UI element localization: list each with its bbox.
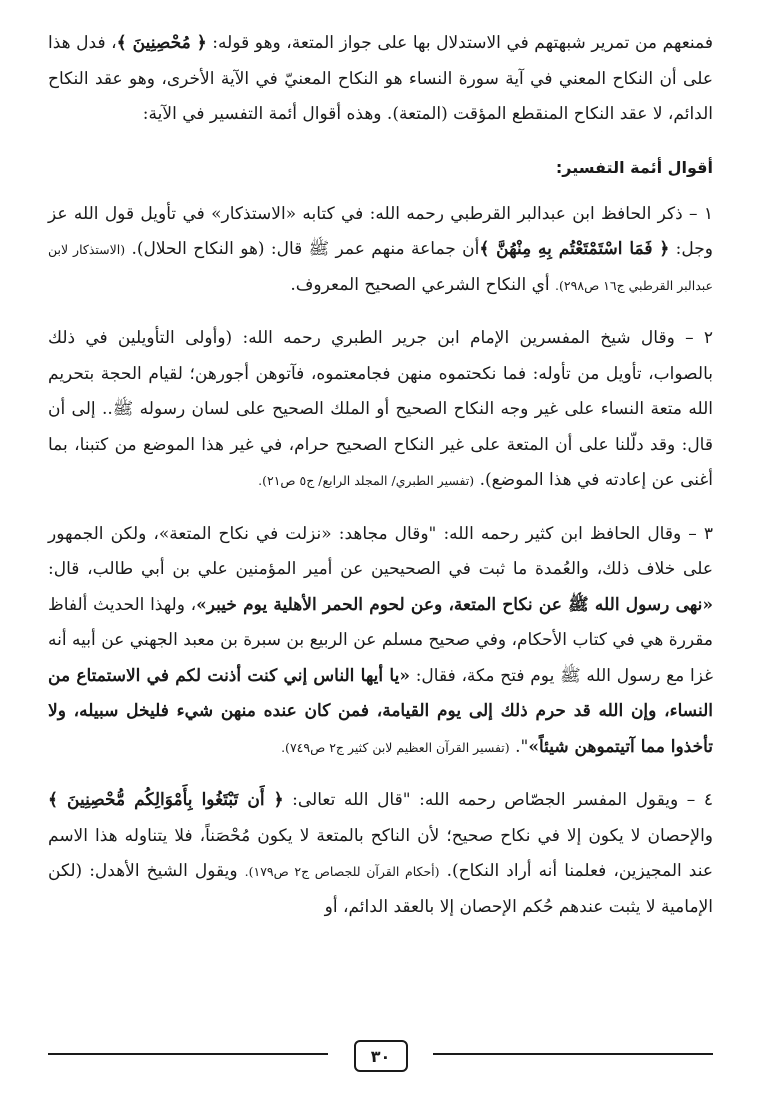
- item-4-text-1: ٤ – ويقول المفسر الجصّاص رحمه الله: "قال الله تعالى:: [283, 790, 713, 810]
- section-heading: أقوال أئمة التفسير:: [555, 157, 713, 177]
- item-2-text-1: ٢ – وقال شيخ المفسرين الإمام ابن جرير الطبري رحمه الله: (وأولى التأويلين في ذلك بالصواب، تأويل من تأوله: فما نكحتموه منهن فجامعتموه، فآتوهن أجورهن؛ لقيام الحجة بتحريم الله متعة النساء على غير وجه النكاح الصحيح أو الملك الصحيح على لسان رسوله ﷺ.. إلى أن قال: وقد دلّلنا على أن المتعة على غير النكاح الصحيح حرام، في غير هذا الموضع من كتبنا، بما أغنى عن إعادته في هذا الموضع).: [48, 328, 713, 490]
- intro-text-1: فمنعهم من تمرير شبهتهم في الاستدلال بها على جواز المتعة، وهو قوله:: [206, 33, 714, 53]
- item-1-text-1: ١ – ذكر الحافظ ابن عبدالبر القرطبي رحمه الله: في كتابه «الاستذكار» في تأويل قول الله عز وجل:: [48, 203, 713, 259]
- item-4-paragraph: [48, 783, 713, 925]
- item-1-text-2: أن جماعة منهم عمر ﷺ قال: (هو النكاح الحلال).: [125, 239, 480, 259]
- intro-paragraph: [48, 26, 713, 133]
- item-2-paragraph: [48, 321, 713, 499]
- footer-rule-left: [48, 1053, 328, 1055]
- item-4-text-2: والإحصان لا يكون إلا في نكاح صحيح؛ لأن الناكح بالمتعة لا يكون مُحْصَناً، فلا يتناوله هذا الاسم عند المجيزين، فعلمنا أنه أراد النكاح).: [48, 825, 713, 881]
- item-4-citation: (أحكام القرآن للجصاص ج٢ ص١٧٩).: [244, 864, 440, 879]
- item-3-text-3: ".: [509, 736, 529, 757]
- item-1-quran-quote: ﴿ فَمَا اسْتَمْتَعْتُم بِهِ مِنْهُنَّ ﴾: [479, 239, 670, 259]
- item-1-citation: (الاستذكار لابن عبدالبر القرطبي ج١٦ ص٢٩٨).: [48, 242, 713, 293]
- item-2-citation: (تفسير الطبري/ المجلد الرابع/ ج٥ ص٢١).: [258, 473, 475, 488]
- item-1-text-3: أي النكاح الشرعي الصحيح المعروف.: [290, 274, 556, 295]
- footer-rule-right: [433, 1053, 713, 1055]
- intro-quran-quote: ﴿ مُحْصِنِينَ ﴾: [116, 33, 207, 53]
- item-3-hadith-2: «يا أيها الناس إني كنت أذنت لكم في الاستمتاع من النساء، وإن الله قد حرم ذلك إلى يوم القيامة، فمن كان عنده منهن شيء فليخل سبيله، ولا تأخذوا مما آتيتموهن شيئاً»: [48, 665, 713, 757]
- item-3-citation: (تفسير القرآن العظيم لابن كثير ج٢ ص٧٤٩).: [281, 739, 510, 755]
- item-4-quran-quote: ﴿ أَن تَبْتَغُوا بِأَمْوَالِكُم مُّحْصِنِينَ ﴾: [48, 790, 284, 810]
- item-3-text-2: ، ولهذا الحديث ألفاظ مقررة هي في كتاب الأحكام، وفي صحيح مسلم عن الربيع بن سبرة بن معبد الجهني عن أبيه أنه غزا مع رسول الله ﷺ يوم فتح مكة، فقال:: [48, 594, 714, 686]
- item-3-paragraph: [48, 517, 713, 766]
- page-number: ٣٠: [354, 1040, 408, 1072]
- item-1-paragraph: [48, 197, 713, 304]
- intro-text-2: ، فدل هذا على أن النكاح المعني في آية سورة النساء هو النكاح المعنيّ في الآية الأخرى، وهو عقد النكاح الدائم، لا عقد النكاح المنقطع المؤقت (المتعة). وهذه أقوال أئمة التفسير في الآية:: [48, 33, 713, 124]
- item-4-text-3: ويقول الشيخ الأهدل: (لكن الإمامية لا يثبت عندهم حُكم الإحصان إلا بالعقد الدائم، أو: [48, 861, 713, 917]
- item-3-text-1: ٣ – وقال الحافظ ابن كثير رحمه الله: "وقال مجاهد: «نزلت في نكاح المتعة»، ولكن الجمهور على خلاف ذلك، والعُمدة ما ثبت في الصحيحين عن أمير المؤمنين علي بن أبي طالب، قال:: [48, 523, 713, 579]
- item-3-hadith-1: «نهى رسول الله ﷺ عن نكاح المتعة، وعن لحوم الحمر الأهلية يوم خيبر»: [196, 594, 713, 615]
